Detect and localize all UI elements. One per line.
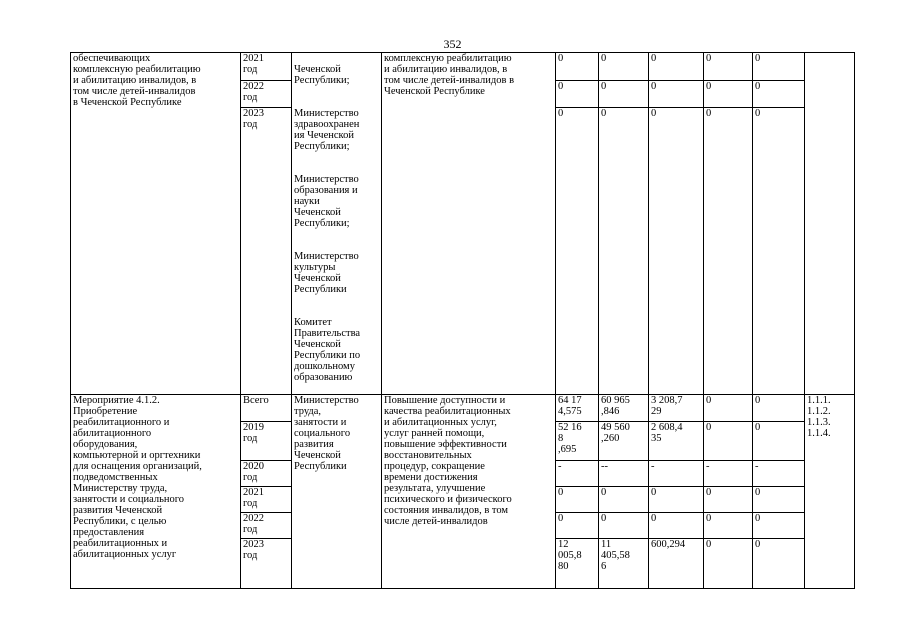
value-cell: 0 [704,539,753,589]
value-cell: 0 [649,53,704,81]
value-cell: -- [599,461,649,487]
value-cell: 0 [753,539,805,589]
value-cell: - [753,461,805,487]
year-cell: 2022 год [241,80,292,108]
value-cell: 0 [599,53,649,81]
value-cell: 0 [649,80,704,108]
year-cell: 2020 год [241,461,292,487]
value-cell: 0 [599,108,649,395]
result-cell: комплексную реабилитацию и абилитацию инвалидов, в том числе детей-инвалидов в Чеченской Республике [382,53,556,395]
value-cell: 3 208,7 29 [649,395,704,422]
value-cell: 0 [649,487,704,513]
value-cell: 2 608,4 35 [649,422,704,461]
value-cell: 600,294 [649,539,704,589]
value-cell: 11 405,58 6 [599,539,649,589]
value-cell: 0 [556,108,599,395]
executor-entry: Министерство образования и науки Чеченской Республики; [294,174,359,229]
value-cell: 0 [753,108,805,395]
value-cell: 0 [753,80,805,108]
year-cell: 2019 год [241,422,292,461]
value-cell: - [704,461,753,487]
value-cell: 0 [753,487,805,513]
year-cell: 2023 год [241,108,292,395]
value-cell: 0 [649,108,704,395]
value-cell: 0 [753,513,805,539]
value-cell: 64 17 4,575 [556,395,599,422]
value-cell: 0 [753,53,805,81]
executor-entry: Министерство здравоохранен ия Чеченской Республики; [294,108,360,152]
page-number: 352 [443,37,462,51]
value-cell: - [556,461,599,487]
measure-name-cell: Мероприятие 4.1.2. Приобретение реабилитационного и абилитационного оборудования, компьютерной и оргтехники для оснащения организаций, подведомственных Министерству труда, занятости и социального развития Чеченской Республики, с целью предоставления реабилитационных и абилитационных услуг [71,395,241,589]
executor-entry: Министерство культуры Чеченской Республики [294,251,359,295]
value-cell: 0 [704,422,753,461]
value-cell: 0 [704,80,753,108]
value-cell: 0 [704,487,753,513]
link-cell: 1.1.1. 1.1.2. 1.1.3. 1.1.4. [805,395,855,589]
year-cell: 2021 год [241,53,292,81]
value-cell: 0 [649,513,704,539]
value-cell: 0 [704,53,753,81]
value-cell: 0 [704,108,753,395]
value-cell: 52 16 8 ,695 [556,422,599,461]
value-cell: 0 [556,80,599,108]
result-cell: Повышение доступности и качества реабилитационных и абилитационных услуг, услуг ранней помощи, повышение эффективности восстановительных процедур, сокращение времени достижения результата, улучшение психического и физического состояния инвалидов, в том числе детей-инвалидов [382,395,556,589]
program-table [70,52,855,589]
value-cell: 0 [599,513,649,539]
value-cell: 0 [556,487,599,513]
value-cell: 0 [599,80,649,108]
value-cell: 60 965 ,846 [599,395,649,422]
year-cell: Всего [241,395,292,422]
executor-entry: Чеченской Республики; [294,64,350,86]
value-cell: 0 [556,513,599,539]
value-cell: 0 [704,395,753,422]
value-cell: 0 [753,395,805,422]
value-cell: 12 005,8 80 [556,539,599,589]
value-cell: 0 [753,422,805,461]
executor-cell: Министерство труда, занятости и социального развития Чеченской Республики [292,395,382,589]
executor-entry: Комитет Правительства Чеченской Республики по дошкольному образованию [294,317,361,383]
year-cell: 2021 год [241,487,292,513]
year-cell: 2023 год [241,539,292,589]
year-cell: 2022 год [241,513,292,539]
value-cell: 0 [704,513,753,539]
value-cell: 49 560 ,260 [599,422,649,461]
measure-name-cell: обеспечивающих комплексную реабилитацию и абилитацию инвалидов, в том числе детей-инвалидов в Чеченской Республике [71,53,241,395]
value-cell: 0 [556,53,599,81]
value-cell: - [649,461,704,487]
executor-cell [292,53,382,395]
value-cell: 0 [599,487,649,513]
link-cell [805,53,855,395]
